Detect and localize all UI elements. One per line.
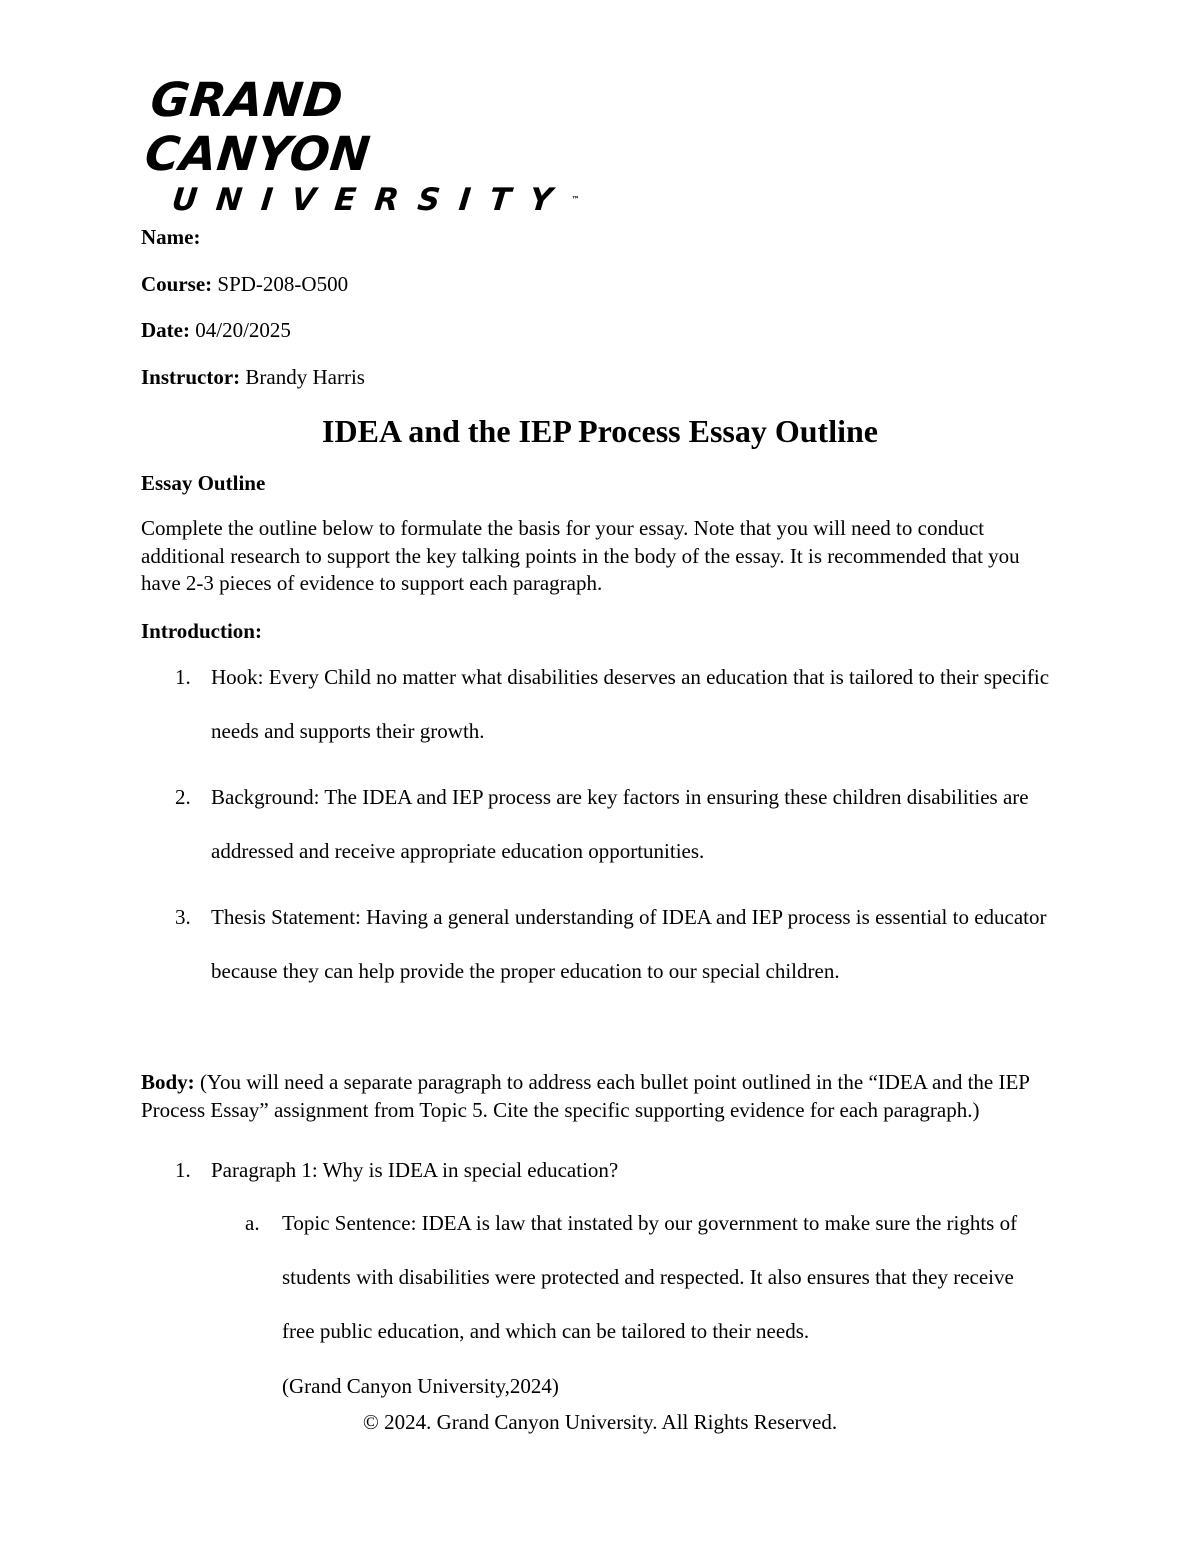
date-label: Date: bbox=[141, 318, 190, 342]
instructor-label: Instructor: bbox=[141, 365, 241, 389]
sublist-text: Topic Sentence: IDEA is law that instated by our government to make sure the rights of students with disabilities were protected and respected. It also ensures that they receive free public education, and which can be tailored to their needs. bbox=[282, 1211, 1018, 1343]
list-number: 1. bbox=[175, 1158, 191, 1182]
section-heading bbox=[141, 469, 265, 497]
body-paragraph bbox=[141, 1069, 1051, 1124]
intro-list-item bbox=[175, 890, 1055, 983]
introduction-label: Introduction: bbox=[141, 619, 262, 643]
gcu-logo bbox=[142, 73, 580, 218]
section-heading-text: Essay Outline bbox=[141, 471, 266, 495]
document-title: IDEA and the IEP Process Essay Outline bbox=[322, 413, 878, 449]
copyright-footer: © 2024. Grand Canyon University. All Rights Reserved. bbox=[362, 1410, 838, 1434]
introduction-heading bbox=[141, 617, 262, 645]
intro-list-item bbox=[175, 770, 1055, 863]
intro-list-item bbox=[175, 650, 1055, 743]
instructor-row bbox=[141, 363, 365, 391]
instructions-paragraph: Complete the outline below to formulate the basis for your essay. Note that you will need to conduct additional research to support the key talking points in the body of the essay. It is recommended that you have 2-3 pieces of evidence to support each paragraph. bbox=[141, 516, 1020, 595]
citation: (Grand Canyon University,2024) bbox=[282, 1374, 559, 1398]
logo-line-1: GRAND CANYON bbox=[142, 73, 373, 182]
name-row bbox=[141, 223, 200, 251]
date-value: 04/20/2025 bbox=[195, 318, 291, 342]
logo-line-2-text: UNIVERSITY bbox=[170, 182, 574, 218]
body-instructions: (You will need a separate paragraph to address each bullet point outlined in the “IDEA and the IEP Process Essay” assignment from Topic 5. Cite the specific supporting evidence for each paragraph.) bbox=[141, 1070, 1030, 1122]
list-number: 1. bbox=[175, 665, 191, 689]
body-list-item bbox=[175, 1156, 1055, 1184]
course-row bbox=[141, 270, 348, 298]
sublist-letter: a. bbox=[245, 1211, 260, 1235]
list-text: Thesis Statement: Having a general understanding of IDEA and IEP process is essential to educator because they can help provide the proper education to our special children. bbox=[211, 905, 1047, 983]
instructor-value: Brandy Harris bbox=[245, 365, 365, 389]
list-text: Hook: Every Child no matter what disabilities deserves an education that is tailored to their specific needs and supports their growth. bbox=[211, 665, 1050, 743]
list-number: 3. bbox=[175, 905, 191, 929]
name-label: Name: bbox=[141, 225, 201, 249]
course-label: Course: bbox=[141, 272, 213, 296]
list-number: 2. bbox=[175, 785, 191, 809]
logo-trademark: ™ bbox=[570, 195, 580, 204]
body-label: Body: bbox=[141, 1070, 195, 1094]
logo-line-2 bbox=[170, 182, 580, 218]
list-text: Paragraph 1: Why is IDEA in special education? bbox=[211, 1158, 619, 1182]
list-text: Background: The IDEA and IEP process are key factors in ensuring these children disabilities are addressed and receive appropriate education opportunities. bbox=[211, 785, 1029, 863]
body-sublist-item bbox=[245, 1196, 1045, 1343]
course-value: SPD-208-O500 bbox=[217, 272, 349, 296]
date-row bbox=[141, 316, 291, 344]
